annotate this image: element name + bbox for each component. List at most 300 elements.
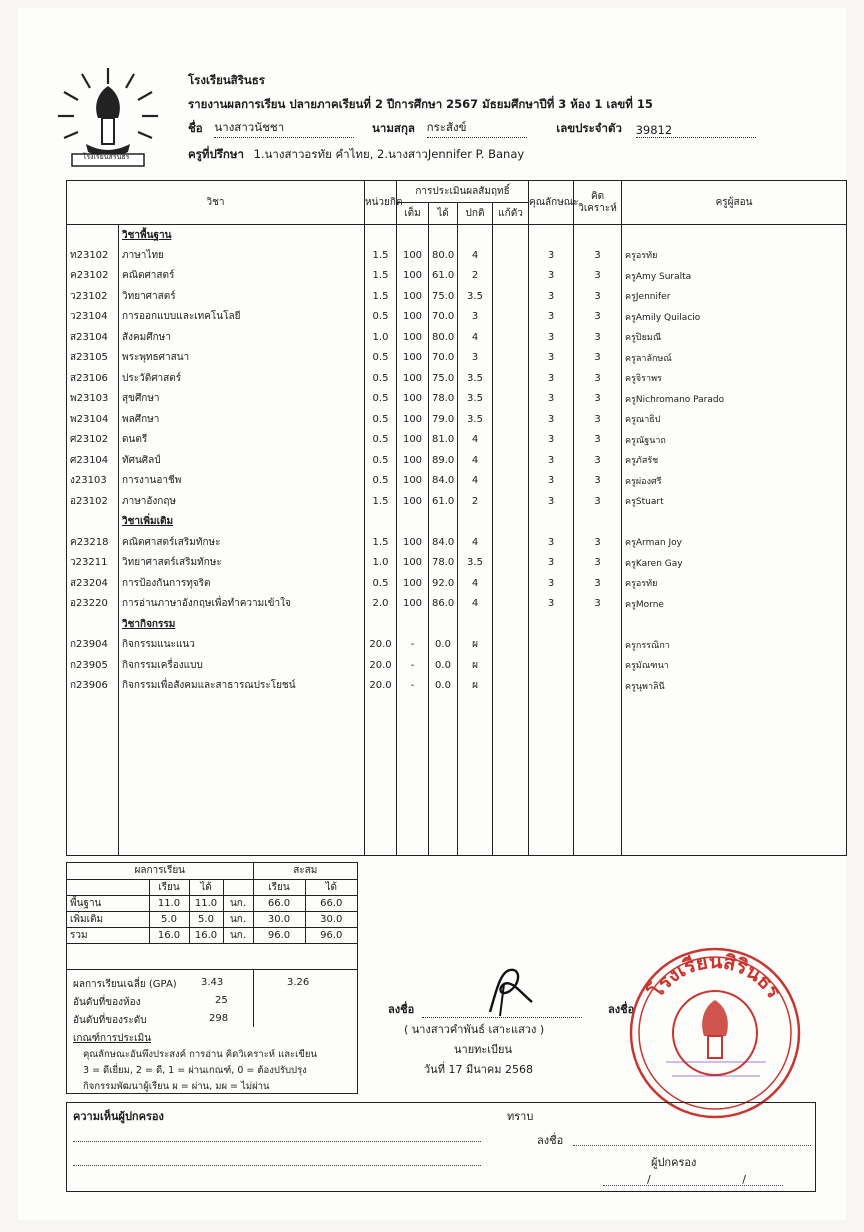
gpa-value: 3.43: [201, 977, 224, 988]
credit-cell: 1.5: [365, 491, 397, 512]
section-title: วิชากิจกรรม: [119, 614, 365, 635]
corrected-grade-cell: [493, 307, 529, 328]
analytic-cell: 3: [574, 327, 622, 348]
director-sign-label: ลงชื่อ: [608, 1003, 635, 1016]
credit-cell: 0.5: [365, 573, 397, 594]
study-header: เรียน: [149, 879, 189, 895]
analytic-cell: 3: [574, 491, 622, 512]
criteria-line-1: คุณลักษณะอันพึงประสงค์ การอ่าน คิดวิเคราะห์ และเขียน: [83, 1049, 317, 1060]
subject-name: การออกแบบและเทคโนโลยี: [119, 307, 365, 328]
grade-cell: ผ: [458, 676, 493, 697]
parent-comment-box: [66, 1102, 816, 1192]
full-score-cell: -: [397, 655, 429, 676]
analytic-cell: [574, 655, 622, 676]
subject-code: ส23105: [67, 348, 119, 369]
trait-cell: [529, 635, 574, 656]
teacher-cell: ครูนุพาลินี: [622, 676, 847, 697]
analytic-cell: 3: [574, 471, 622, 492]
credit-cell: 1.5: [365, 286, 397, 307]
registrar-title: นายทะเบียน: [454, 1043, 513, 1056]
subject-code: ว23211: [67, 553, 119, 574]
study-credits: 11.0: [149, 895, 189, 911]
school-stamp-icon: [626, 944, 804, 1122]
got-credits: 16.0: [189, 927, 223, 943]
subject-name: กิจกรรมแนะแนว: [119, 635, 365, 656]
table-row: [67, 327, 847, 348]
trait-cell: 3: [529, 327, 574, 348]
subject-name: วิทยาศาสตร์เสริมทักษะ: [119, 553, 365, 574]
got-credits: 11.0: [189, 895, 223, 911]
subject-name: การงานอาชีพ: [119, 471, 365, 492]
teacher-cell: ครูJennifer: [622, 286, 847, 307]
got-score-cell: 0.0: [429, 655, 458, 676]
analytic-cell: 3: [574, 594, 622, 615]
room-rank: 25: [215, 995, 228, 1006]
table-row: [67, 286, 847, 307]
teacher-cell: ครูลาลักษณ์: [622, 348, 847, 369]
subject-code: ศ23104: [67, 450, 119, 471]
full-score-cell: 100: [397, 368, 429, 389]
subject-name: พลศึกษา: [119, 409, 365, 430]
subject-code: ศ23102: [67, 430, 119, 451]
full-score-cell: 100: [397, 389, 429, 410]
gpa-label: ผลการเรียนเฉลี่ย (GPA): [73, 979, 177, 990]
teacher-cell: ครูปิยมณี: [622, 327, 847, 348]
table-row: [67, 348, 847, 369]
trait-cell: 3: [529, 389, 574, 410]
grade-cell: 3: [458, 307, 493, 328]
summary-row: [67, 911, 357, 927]
subject-code: ว23104: [67, 307, 119, 328]
full-score-cell: 100: [397, 348, 429, 369]
credit-cell: 20.0: [365, 655, 397, 676]
corrected-grade-cell: [493, 245, 529, 266]
level-rank-label: อันดับที่ของระดับ: [73, 1015, 147, 1026]
table-row: [67, 245, 847, 266]
got-score-cell: 61.0: [429, 266, 458, 287]
cum-study-credits: 66.0: [253, 895, 305, 911]
got-score-cell: 92.0: [429, 573, 458, 594]
grade-cell: 2: [458, 491, 493, 512]
corrected-grade-cell: [493, 430, 529, 451]
section-row: [67, 512, 847, 533]
grade-cell: 4: [458, 430, 493, 451]
table-row: [67, 450, 847, 471]
student-info: [188, 119, 756, 138]
issue-date: วันที่ 17 มีนาคม 2568: [424, 1063, 533, 1076]
got-score-cell: 75.0: [429, 368, 458, 389]
credit-cell: 1.0: [365, 553, 397, 574]
subject-code: ท23102: [67, 245, 119, 266]
study-credits: 5.0: [149, 911, 189, 927]
unit-label: นก.: [223, 911, 253, 927]
section-title: วิชาพื้นฐาน: [119, 225, 365, 246]
trait-cell: 3: [529, 471, 574, 492]
header-assessment: การประเมินผลสัมฤทธิ์: [397, 181, 529, 203]
section-row: [67, 225, 847, 246]
guardian-label: ผู้ปกครอง: [651, 1156, 697, 1169]
criteria-line-2: 3 = ดีเยี่ยม, 2 = ดี, 1 = ผ่านเกณฑ์, 0 = ต้องปรับปรุง: [83, 1065, 307, 1076]
got-score-cell: 70.0: [429, 307, 458, 328]
analytic-cell: 3: [574, 348, 622, 369]
got-score-cell: 61.0: [429, 491, 458, 512]
credit-cell: 0.5: [365, 409, 397, 430]
subject-code: พ23103: [67, 389, 119, 410]
got-score-cell: 80.0: [429, 327, 458, 348]
student-id: 39812: [636, 123, 756, 138]
table-row: [67, 491, 847, 512]
got-score-cell: 84.0: [429, 471, 458, 492]
table-row: [67, 676, 847, 697]
trait-cell: 3: [529, 491, 574, 512]
credit-cell: 0.5: [365, 368, 397, 389]
trait-cell: 3: [529, 430, 574, 451]
table-row: [67, 573, 847, 594]
teacher-cell: ครูณาธิป: [622, 409, 847, 430]
gpa-cumulative: 3.26: [287, 977, 310, 988]
subject-name: คณิตศาสตร์เสริมทักษะ: [119, 532, 365, 553]
table-row: [67, 368, 847, 389]
analytic-cell: 3: [574, 368, 622, 389]
study-credits: 16.0: [149, 927, 189, 943]
subject-name: ทัศนศิลป์: [119, 450, 365, 471]
summary-label: พื้นฐาน: [67, 895, 149, 911]
corrected-grade-cell: [493, 553, 529, 574]
subject-code: ก23905: [67, 655, 119, 676]
section-title: วิชาเพิ่มเติม: [119, 512, 365, 533]
criteria-line-3: กิจกรรมพัฒนาผู้เรียน ผ = ผ่าน, มผ = ไม่ผ่าน: [83, 1081, 270, 1092]
sign-label: ลงชื่อ: [388, 1003, 415, 1016]
cum-got-credits: 30.0: [305, 911, 357, 927]
credit-cell: 0.5: [365, 450, 397, 471]
student-name: นางสาวนัชชา: [214, 119, 354, 138]
corrected-grade-cell: [493, 368, 529, 389]
subject-name: ภาษาไทย: [119, 245, 365, 266]
analytic-cell: 3: [574, 553, 622, 574]
subject-name: คณิตศาสตร์: [119, 266, 365, 287]
grade-cell: 3: [458, 348, 493, 369]
got-score-cell: 75.0: [429, 286, 458, 307]
corrected-grade-cell: [493, 573, 529, 594]
subject-name: สุขศึกษา: [119, 389, 365, 410]
subject-code: ส23104: [67, 327, 119, 348]
cumulative-header: สะสม: [253, 863, 357, 879]
header-trait: คุณลักษณะ: [529, 181, 574, 225]
subject-code: ก23904: [67, 635, 119, 656]
got-score-cell: 79.0: [429, 409, 458, 430]
table-row: [67, 430, 847, 451]
trait-cell: 3: [529, 348, 574, 369]
date-slots: / /: [647, 1173, 790, 1186]
grade-cell: 3.5: [458, 389, 493, 410]
grade-cell: 4: [458, 594, 493, 615]
logo-caption: โรงเรียนสิรินธร: [82, 153, 130, 161]
teacher-cell: ครูStuart: [622, 491, 847, 512]
subject-code: ส23204: [67, 573, 119, 594]
grade-table: [66, 180, 847, 856]
trait-cell: 3: [529, 286, 574, 307]
corrected-grade-cell: [493, 471, 529, 492]
svg-text:โรงเรียนสิรินธร: [643, 949, 787, 1003]
trait-cell: 3: [529, 368, 574, 389]
subject-code: ง23103: [67, 471, 119, 492]
full-score-cell: 100: [397, 409, 429, 430]
grade-cell: ผ: [458, 635, 493, 656]
trait-cell: 3: [529, 245, 574, 266]
got-score-cell: 86.0: [429, 594, 458, 615]
subject-name: ประวัติศาสตร์: [119, 368, 365, 389]
cum-got-credits: 66.0: [305, 895, 357, 911]
section-row: [67, 614, 847, 635]
grade-cell: 3.5: [458, 553, 493, 574]
got-score-cell: 80.0: [429, 245, 458, 266]
ack-label: ทราบ: [507, 1110, 534, 1123]
grade-cell: ผ: [458, 655, 493, 676]
subject-code: ก23906: [67, 676, 119, 697]
teacher-cell: ครูจิราพร: [622, 368, 847, 389]
teacher-cell: ครูภัสรัช: [622, 450, 847, 471]
report-title: รายงานผลการเรียน ปลายภาคเรียนที่ 2 ปีการศึกษา 2567 มัธยมศึกษาปีที่ 3 ห้อง 1 เลขที่ 15: [188, 97, 653, 111]
credit-cell: 1.5: [365, 266, 397, 287]
subject-name: ดนตรี: [119, 430, 365, 451]
teacher-cell: ครูมัณฑนา: [622, 655, 847, 676]
table-row: [67, 389, 847, 410]
teacher-cell: ครูMorne: [622, 594, 847, 615]
analytic-cell: 3: [574, 409, 622, 430]
teacher-cell: ครูAmily Quilacio: [622, 307, 847, 328]
trait-cell: 3: [529, 307, 574, 328]
grade-cell: 4: [458, 450, 493, 471]
subject-name: พระพุทธศาสนา: [119, 348, 365, 369]
teacher-cell: ครูอรทัย: [622, 245, 847, 266]
header-credits: หน่วยกิต: [365, 181, 397, 225]
got-score-cell: 78.0: [429, 389, 458, 410]
corrected-grade-cell: [493, 266, 529, 287]
subject-name: ภาษาอังกฤษ: [119, 491, 365, 512]
trait-cell: 3: [529, 266, 574, 287]
credit-cell: 20.0: [365, 676, 397, 697]
surname-label: นามสกุล: [372, 121, 415, 135]
grade-cell: 4: [458, 245, 493, 266]
analytic-cell: 3: [574, 245, 622, 266]
grade-cell: 4: [458, 573, 493, 594]
trait-cell: 3: [529, 450, 574, 471]
advisor-info: [188, 146, 524, 164]
trait-cell: [529, 676, 574, 697]
got-score-cell: 70.0: [429, 348, 458, 369]
student-surname: กระสังข์: [427, 119, 527, 138]
summary-label: รวม: [67, 927, 149, 943]
full-score-cell: 100: [397, 307, 429, 328]
teacher-cell: ครูKaren Gay: [622, 553, 847, 574]
subject-name: กิจกรรมเครื่องแบบ: [119, 655, 365, 676]
credit-cell: 1.5: [365, 245, 397, 266]
full-score-cell: 100: [397, 573, 429, 594]
header-full: เต็ม: [397, 203, 429, 225]
cum-study-header: เรียน: [253, 879, 305, 895]
credit-cell: 0.5: [365, 471, 397, 492]
corrected-grade-cell: [493, 676, 529, 697]
header-teacher: ครูผู้สอน: [622, 181, 847, 225]
full-score-cell: 100: [397, 532, 429, 553]
full-score-cell: -: [397, 676, 429, 697]
subject-code: ว23102: [67, 286, 119, 307]
header-got: ได้: [429, 203, 458, 225]
registrar-signature: [470, 962, 540, 1018]
full-score-cell: 100: [397, 430, 429, 451]
room-rank-label: อันดับที่ของห้อง: [73, 997, 141, 1008]
registrar-name: ( นางสาวคำพันธ์ เสาะแสวง ): [404, 1023, 545, 1036]
analytic-cell: 3: [574, 266, 622, 287]
corrected-grade-cell: [493, 409, 529, 430]
teacher-cell: ครูอรทัย: [622, 573, 847, 594]
corrected-grade-cell: [493, 532, 529, 553]
subject-name: กิจกรรมเพื่อสังคมและสาธารณประโยชน์: [119, 676, 365, 697]
header-analytic: คิดวิเคราะห์: [574, 181, 622, 225]
full-score-cell: 100: [397, 491, 429, 512]
corrected-grade-cell: [493, 635, 529, 656]
teacher-cell: ครูกรรณิกา: [622, 635, 847, 656]
got-score-cell: 84.0: [429, 532, 458, 553]
trait-cell: 3: [529, 553, 574, 574]
unit-label: นก.: [223, 895, 253, 911]
table-row: [67, 307, 847, 328]
grade-cell: 3.5: [458, 286, 493, 307]
full-score-cell: 100: [397, 245, 429, 266]
credit-cell: 0.5: [365, 348, 397, 369]
teacher-cell: ครูผ่องศรี: [622, 471, 847, 492]
corrected-grade-cell: [493, 389, 529, 410]
trait-cell: 3: [529, 409, 574, 430]
analytic-cell: 3: [574, 389, 622, 410]
full-score-cell: 100: [397, 553, 429, 574]
summary-row: [67, 927, 357, 943]
analytic-cell: 3: [574, 573, 622, 594]
grade-cell: 4: [458, 327, 493, 348]
analytic-cell: 3: [574, 450, 622, 471]
subject-code: อ23220: [67, 594, 119, 615]
trait-cell: 3: [529, 594, 574, 615]
full-score-cell: 100: [397, 327, 429, 348]
table-row: [67, 655, 847, 676]
level-rank: 298: [209, 1013, 229, 1024]
corrected-grade-cell: [493, 491, 529, 512]
trait-cell: 3: [529, 532, 574, 553]
credit-cell: 2.0: [365, 594, 397, 615]
analytic-cell: 3: [574, 307, 622, 328]
subject-code: อ23102: [67, 491, 119, 512]
analytic-cell: 3: [574, 532, 622, 553]
cum-study-credits: 96.0: [253, 927, 305, 943]
credit-cell: 20.0: [365, 635, 397, 656]
cum-study-credits: 30.0: [253, 911, 305, 927]
id-label: เลขประจำตัว: [556, 121, 622, 135]
header-normal: ปกติ: [458, 203, 493, 225]
full-score-cell: 100: [397, 450, 429, 471]
table-row: [67, 594, 847, 615]
got-score-cell: 0.0: [429, 676, 458, 697]
got-credits: 5.0: [189, 911, 223, 927]
subject-name: วิทยาศาสตร์: [119, 286, 365, 307]
analytic-cell: 3: [574, 286, 622, 307]
subject-name: การอ่านภาษาอังกฤษเพื่อทำความเข้าใจ: [119, 594, 365, 615]
subject-code: ค23102: [67, 266, 119, 287]
credit-cell: 0.5: [365, 389, 397, 410]
analytic-cell: [574, 676, 622, 697]
subject-name: สังคมศึกษา: [119, 327, 365, 348]
subject-code: พ23104: [67, 409, 119, 430]
got-score-cell: 0.0: [429, 635, 458, 656]
subject-code: ค23218: [67, 532, 119, 553]
summary-label: เพิ่มเติม: [67, 911, 149, 927]
full-score-cell: 100: [397, 594, 429, 615]
filler-row: [67, 696, 847, 856]
credit-cell: 1.5: [365, 532, 397, 553]
grade-cell: 2: [458, 266, 493, 287]
teacher-cell: ครูณัฐนาถ: [622, 430, 847, 451]
corrected-grade-cell: [493, 327, 529, 348]
comment-label: ความเห็นผู้ปกครอง: [73, 1110, 164, 1123]
teacher-cell: ครูArman Joy: [622, 532, 847, 553]
unit-label: นก.: [223, 927, 253, 943]
grade-cell: 3.5: [458, 409, 493, 430]
full-score-cell: 100: [397, 286, 429, 307]
grade-cell: 3.5: [458, 368, 493, 389]
grade-cell: 4: [458, 471, 493, 492]
stamp-text: โรงเรียนสิรินธร: [643, 948, 787, 1003]
corrected-grade-cell: [493, 450, 529, 471]
table-row: [67, 266, 847, 287]
cum-got-credits: 96.0: [305, 927, 357, 943]
header-subject: วิชา: [67, 181, 365, 225]
results-header: ผลการเรียน: [67, 863, 253, 879]
full-score-cell: -: [397, 635, 429, 656]
analytic-cell: 3: [574, 430, 622, 451]
trait-cell: 3: [529, 573, 574, 594]
teacher-cell: ครูAmy Suralta: [622, 266, 847, 287]
teacher-cell: ครูNichromano Parado: [622, 389, 847, 410]
advisor-label: ครูที่ปรึกษา: [188, 147, 244, 161]
summary-box: [66, 862, 358, 1094]
got-score-cell: 81.0: [429, 430, 458, 451]
table-row: [67, 553, 847, 574]
grade-cell: 4: [458, 532, 493, 553]
full-score-cell: 100: [397, 471, 429, 492]
table-row: [67, 409, 847, 430]
subject-name: การป้องกันการทุจริต: [119, 573, 365, 594]
corrected-grade-cell: [493, 594, 529, 615]
table-row: [67, 532, 847, 553]
school-name: โรงเรียนสิรินธร: [188, 73, 265, 87]
table-row: [67, 635, 847, 656]
parent-sign-label: ลงชื่อ: [537, 1134, 564, 1147]
corrected-grade-cell: [493, 655, 529, 676]
got-score-cell: 78.0: [429, 553, 458, 574]
criteria-title: เกณฑ์การประเมิน: [73, 1033, 152, 1044]
analytic-cell: [574, 635, 622, 656]
trait-cell: [529, 655, 574, 676]
name-label: ชื่อ: [188, 121, 203, 135]
got-header: ได้: [189, 879, 223, 895]
credit-cell: 0.5: [365, 430, 397, 451]
subject-code: ส23106: [67, 368, 119, 389]
full-score-cell: 100: [397, 266, 429, 287]
corrected-grade-cell: [493, 348, 529, 369]
advisor-names: 1.นางสาวอรทัย คำไทย, 2.นางสาวJennifer P. Banay: [253, 147, 525, 161]
header-corrected: แก้ตัว: [493, 203, 529, 225]
got-score-cell: 89.0: [429, 450, 458, 471]
summary-row: [67, 895, 357, 911]
